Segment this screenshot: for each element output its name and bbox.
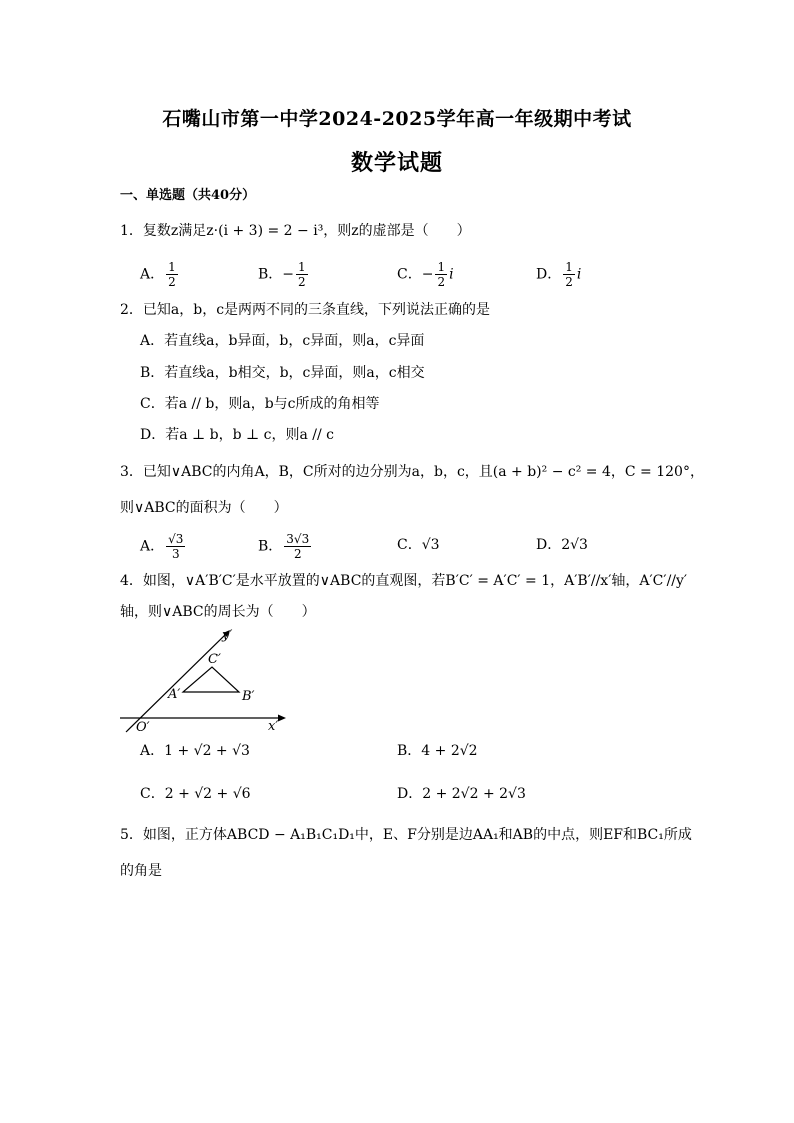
q3-option-c: C．√3 [397,537,440,553]
q4-option-a: A．1 + √2 + √3 [140,743,250,759]
q1-option-b: B．− $\frac{1}{2}$ [258,260,306,289]
q4-option-c: C．2 + √2 + √6 [140,786,251,802]
q3-option-b: B． $\frac{3√3}{2}$ [258,532,310,561]
y-axis-label: y′ [222,628,233,643]
exam-title: 石嘴山市第一中学2024-2025学年高一年级期中考试 [162,108,632,130]
q1-a-fraction: $\frac{1}{2}$ [168,260,176,289]
q3-stem: 3．已知∨ABC的内角A，B，C所对的边分别为a，b，c，且(a + b)² − c² = 4，C = 120°， [120,464,704,480]
section-heading: 一、单选题（共40分） [120,188,256,203]
q1-b-fraction: $\frac{1}{2}$ [298,260,306,289]
q2-option-a: A．若直线a，b异面，b，c异面，则a，c异面 [140,333,425,349]
point-a-label: A′ [168,687,181,702]
q3-a-fraction: $\frac{√3}{3}$ [168,532,184,561]
q4-stem: 4．如图，∨A′B′C′是水平放置的∨ABC的直观图，若B′C′ = A′C′ = 1，A′B′//x′轴，A′C′//y′ [120,573,688,589]
q1-stem: 1．复数z满足z·(i + 3) = 2 − i³，则z的虚部是（ ） [120,223,471,239]
point-b-label: B′ [242,689,255,704]
q3-option-a: A． $\frac{√3}{3}$ [140,532,184,561]
origin-label: O′ [136,720,150,734]
q4-stem-2: 轴，则∨ABC的周长为（ ） [120,604,316,620]
q1-option-d: D． $\frac{1}{2}$ i [536,260,582,289]
q3-option-d: D．2√3 [536,537,588,553]
triangle-abc-prime [183,667,239,692]
q4-option-b: B．4 + 2√2 [397,743,478,759]
point-c-label: C′ [208,652,221,667]
x-axis-arrow [278,715,286,722]
q1-option-c: C．− $\frac{1}{2}$ i [397,260,454,289]
q2-option-c: C．若a // b，则a，b与c所成的角相等 [140,396,380,412]
exam-subtitle: 数学试题 [350,150,443,176]
q3-b-fraction: $\frac{3√3}{2}$ [286,532,310,561]
q2-option-b: B．若直线a，b相交，b，c异面，则a，c相交 [140,365,425,381]
q5-stem-2: 的角是 [120,863,162,879]
oblique-projection-figure [118,624,288,734]
q3-stem-2: 则∨ABC的面积为（ ） [120,500,288,516]
q5-stem: 5．如图，正方体ABCD − A₁B₁C₁D₁中，E、F分别是边AA₁和AB的中点，则EF和BC₁所成 [120,827,692,843]
q1-c-fraction: $\frac{1}{2}$ [437,260,446,289]
q4-option-d: D．2 + 2√2 + 2√3 [397,786,526,802]
q2-option-d: D．若a ⊥ b，b ⊥ c，则a // c [140,427,334,443]
x-axis-label: x′ [268,719,279,734]
q2-stem: 2．已知a，b，c是两两不同的三条直线，下列说法正确的是 [120,302,491,318]
y-axis [126,634,226,732]
q1-option-a: A． $\frac{1}{2}$ [140,260,176,289]
q1-d-fraction: $\frac{1}{2}$ [565,260,573,289]
